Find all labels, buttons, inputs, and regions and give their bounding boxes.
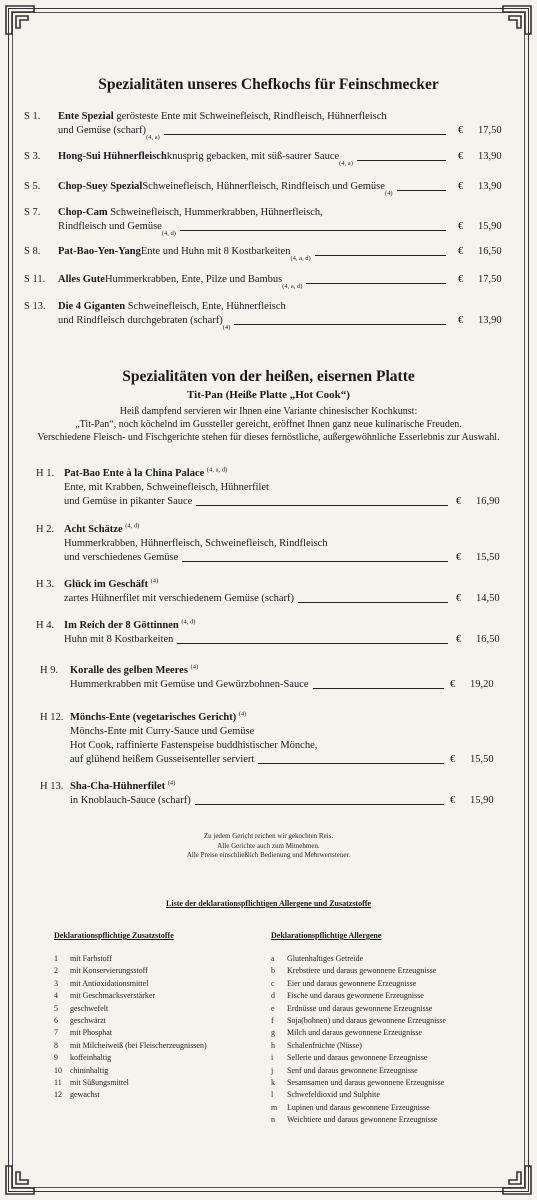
description-text: auf glühend heißem Gusseisenteller serviert [70, 754, 255, 765]
description-line [64, 481, 452, 495]
price-value: 19,20 [470, 679, 494, 690]
item-code: H 13. [40, 781, 64, 792]
leader-line [298, 601, 448, 603]
list-value: Schalenfrüchte (Nüsse) [287, 1040, 362, 1050]
description-text: und Gemüse in pikanter Sauce [64, 496, 193, 507]
section-title-chef: Spezialitäten unseres Chefkochs für Feinschmecker [98, 76, 439, 93]
description-line: Hong-Sui Hühnerfleisch knusprig gebacken, mit süß-saurer Sauce (4, a) [58, 150, 450, 164]
price-value: 15,50 [476, 552, 500, 563]
additive-item [54, 1003, 207, 1015]
additive-item [54, 978, 207, 990]
item-code: H 1. [36, 468, 55, 479]
price-value: 16,90 [476, 496, 500, 507]
currency-symbol: € [458, 315, 464, 326]
item-code: S 7. [24, 207, 41, 218]
list-value: Sellerie und daraus gewonnene Erzeugnisse [287, 1053, 428, 1063]
item-name: Ente Spezial [58, 111, 114, 122]
price-value: 17,50 [478, 125, 502, 136]
leader-line [164, 133, 446, 135]
item-code: H 12. [40, 712, 64, 723]
item-code: S 1. [24, 111, 41, 122]
list-key: 3 [54, 978, 58, 988]
leader-line [196, 504, 448, 506]
note-line: Alle Preise einschließlich Bedienung und Mehrwertsteuer. [186, 851, 351, 859]
list-key: f [271, 1016, 274, 1026]
description-text: Ente und Huhn mit 8 Kostbarkeiten [140, 246, 291, 257]
list-key: j [271, 1065, 274, 1075]
leader-line [315, 254, 446, 256]
list-key: n [271, 1115, 275, 1125]
price-value: 13,90 [478, 151, 502, 162]
allergen-codes: (4, d) [181, 618, 196, 626]
description-line [64, 592, 452, 606]
currency-symbol: € [458, 151, 464, 162]
section-intro [0, 405, 537, 444]
allergen-list-title: Liste der deklarationspflichtigen Allergene und Zusatzstoffe [166, 899, 371, 908]
currency-symbol: € [450, 679, 456, 690]
allergen-item [271, 953, 446, 965]
list-value: mit Antioxidationsmittel [70, 978, 149, 988]
allergen-codes: (4, d) [125, 522, 140, 530]
item-price [450, 678, 494, 692]
item-code: S 13. [24, 301, 46, 312]
item-price [450, 753, 494, 767]
list-value: koffeinhaltig [70, 1053, 112, 1063]
allergen-codes: (4) [238, 710, 247, 718]
item-price [458, 245, 502, 259]
list-value: gewachst [70, 1090, 100, 1100]
list-key: 11 [54, 1078, 62, 1088]
additive-item [54, 965, 207, 977]
intro-line: Heiß dampfend servieren wir Ihnen eine Variante chinesischer Kochkunst: [119, 406, 418, 417]
item-description [64, 578, 452, 606]
allergen-item [271, 1089, 446, 1101]
item-price [450, 794, 494, 808]
leader-line [306, 282, 446, 284]
list-value: Fische und daraus gewonnene Erzeugnisse [287, 991, 424, 1001]
item-name: Mönchs-Ente (vegetarisches Gericht) [70, 712, 237, 723]
description-line [58, 206, 450, 220]
description-line [58, 110, 450, 124]
list-key: l [271, 1090, 274, 1100]
description-line [70, 678, 448, 692]
item-price [458, 150, 502, 164]
section-subtitle-hotplate: Tit-Pan (Heiße Platte „Hot Cook“) [187, 389, 350, 401]
description-text: Hummerkrabben, Hühnerfleisch, Schweinefleisch, Rindfleisch [64, 538, 328, 549]
item-code: S 11. [24, 274, 46, 285]
item-name: Chop-Suey Spezial [58, 181, 143, 192]
item-code: H 9. [40, 665, 59, 676]
list-key: i [271, 1053, 274, 1063]
list-value: mit Milcheiweiß (bei Fleischerzeugnissen) [70, 1040, 207, 1050]
currency-symbol: € [450, 795, 456, 806]
list-value: Lupinen und daraus gewonnene Erzeugnisse [287, 1102, 430, 1112]
list-value: geschwefelt [70, 1003, 109, 1013]
description-line [70, 753, 448, 767]
allergen-codes: (4) [190, 663, 199, 671]
item-name: Alles Gute [58, 274, 105, 285]
item-price [456, 495, 500, 509]
item-description [58, 206, 450, 237]
list-value: mit Süßungsmittel [70, 1078, 129, 1088]
item-description [58, 300, 450, 331]
allergen-item [271, 1114, 446, 1126]
list-key: h [271, 1040, 275, 1050]
list-key: d [271, 991, 275, 1001]
item-description [70, 780, 448, 808]
list-value: chininhaltig [70, 1065, 109, 1075]
item-description [58, 245, 450, 262]
intro-line: Verschiedene Fleisch- und Fischgerichte stehen für dieses fernöstliche, außergewöhnliche Esserlebnis zur Auswahl. [37, 432, 500, 443]
currency-symbol: € [456, 496, 462, 507]
price-value: 16,50 [476, 634, 500, 645]
note-line: Alle Gerichte auch zum Mitnehmen. [217, 841, 320, 850]
allergen-item [271, 965, 446, 977]
list-value: geschwärzt [70, 1016, 106, 1026]
price-value: 15,50 [470, 754, 494, 765]
item-code: S 5. [24, 181, 41, 192]
list-value: Sesamsamen und daraus gewonnene Erzeugnisse [287, 1078, 445, 1088]
list-key: 2 [54, 966, 58, 976]
list-value: mit Geschmacksverstärker [70, 991, 156, 1001]
item-name-line [64, 619, 452, 633]
allergen-item [271, 1052, 446, 1064]
description-text: Schweinefleisch, Ente, Hühnerfleisch [127, 301, 286, 312]
item-code: H 2. [36, 524, 55, 535]
leader-line [195, 803, 444, 805]
leader-line [397, 189, 446, 191]
description-text: Rindfleisch und Gemüse [58, 221, 162, 232]
item-description [58, 273, 450, 290]
currency-symbol: € [458, 221, 464, 232]
item-price [458, 273, 502, 287]
description-text: und Gemüse (scharf) [58, 125, 147, 136]
currency-symbol: € [458, 274, 464, 285]
price-value: 14,50 [476, 593, 500, 604]
currency-symbol: € [458, 125, 464, 136]
leader-line [313, 687, 444, 689]
description-line [64, 537, 452, 551]
description-line [58, 300, 450, 314]
item-description [70, 664, 448, 692]
description-text: und verschiedenes Gemüse [64, 552, 179, 563]
description-text: Hummerkrabben mit Gemüse und Gewürzbohnen-Sauce [70, 679, 309, 690]
description-text: und Rindfleisch durchgebraten (scharf) [58, 315, 223, 326]
list-value: Senf und daraus gewonnene Erzeugnisse [287, 1065, 418, 1075]
list-key: k [271, 1078, 275, 1088]
item-name: Chop-Cam [58, 207, 108, 218]
list-value: Erdnüsse und daraus gewonnene Erzeugnisse [287, 1003, 433, 1013]
allergen-item [271, 1027, 446, 1039]
allergen-item [271, 990, 446, 1002]
list-value: Weichtiere und daraus gewonnene Erzeugnisse [287, 1115, 438, 1125]
item-name-line [70, 711, 448, 725]
allergen-item [271, 1003, 446, 1015]
item-code: S 8. [24, 246, 41, 257]
item-price [456, 551, 500, 565]
description-line [70, 794, 448, 808]
item-name: Koralle des gelben Meeres [70, 665, 188, 676]
description-line: und Rindfleisch durchgebraten (scharf) (4) [58, 314, 450, 328]
list-key: c [271, 978, 275, 988]
note-line: Zu jedem Gericht reichen wir gekochten Reis. [203, 832, 334, 840]
corner-ornament-icon [499, 4, 533, 38]
list-value: Krebstiere und daraus gewonnene Erzeugnisse [287, 966, 437, 976]
item-name-line [64, 578, 452, 592]
additive-item [54, 1089, 207, 1101]
item-name: Sha-Cha-Hühnerfilet [70, 781, 166, 792]
description-text: Hot Cook, raffinierte Fastenspeise buddhistischer Mönche, [70, 740, 318, 751]
description-line: und Gemüse (scharf) (4, a) [58, 124, 450, 138]
list-value: mit Konservierungsstoff [70, 966, 148, 976]
additives-list [54, 953, 207, 1102]
leader-line [258, 762, 444, 764]
allergen-item [271, 1015, 446, 1027]
item-code: H 4. [36, 620, 55, 631]
list-key: g [271, 1028, 275, 1038]
item-name: Glück im Geschäft [64, 579, 148, 590]
item-description [58, 180, 450, 197]
item-description [64, 467, 452, 509]
corner-ornament-icon [4, 1162, 38, 1196]
description-text: Mönchs-Ente mit Curry-Sauce und Gemüse [70, 726, 255, 737]
list-key: e [271, 1003, 275, 1013]
description-line [64, 551, 452, 565]
list-key: 10 [54, 1065, 62, 1075]
item-name-line [64, 467, 452, 481]
list-key: 1 [54, 954, 58, 963]
item-price [458, 220, 502, 234]
description-text: Schweinefleisch, Hummerkrabben, Hühnerfleisch, [110, 207, 323, 218]
list-value: Eier und daraus gewonnene Erzeugnisse [287, 978, 417, 988]
list-key: 5 [54, 1003, 58, 1013]
item-code: H 3. [36, 579, 55, 590]
price-value: 13,90 [478, 181, 502, 192]
description-line [64, 495, 452, 509]
description-text: Ente, mit Krabben, Schweinefleisch, Hühnerfilet [64, 482, 269, 493]
item-price [456, 633, 500, 647]
currency-symbol: € [456, 634, 462, 645]
leader-line [182, 560, 448, 562]
description-text: Huhn mit 8 Kostbarkeiten [64, 634, 174, 645]
allergen-codes: (4, a, d) [206, 466, 228, 474]
item-price [458, 124, 502, 138]
additive-item [54, 1027, 207, 1039]
allergen-codes: (4) [150, 577, 159, 585]
price-value: 15,90 [470, 795, 494, 806]
list-value: mit Farbstoff [70, 954, 112, 963]
additive-item [54, 1052, 207, 1064]
item-description [70, 711, 448, 767]
description-text: gerösteste Ente mit Schweinefleisch, Rindfleisch, Hühnerfleisch [116, 111, 387, 122]
list-key: 7 [54, 1028, 58, 1038]
additive-item [54, 1040, 207, 1052]
allergen-item [271, 978, 446, 990]
additive-item [54, 1077, 207, 1089]
allergens-list [271, 953, 446, 1127]
item-description [58, 150, 450, 167]
list-key: 12 [54, 1090, 62, 1100]
description-line: Alles Gute Hummerkrabben, Ente, Pilze und Bambus (4, a, d) [58, 273, 450, 287]
additives-heading: Deklarationspflichtige Zusatzstoffe [54, 931, 174, 940]
price-value: 16,50 [478, 246, 502, 257]
leader-line [177, 642, 448, 644]
additive-item [54, 990, 207, 1002]
item-name: Pat-Bao Ente à la China Palace [64, 468, 205, 479]
item-code: S 3. [24, 151, 41, 162]
additive-item [54, 1015, 207, 1027]
item-description [64, 619, 452, 647]
price-value: 17,50 [478, 274, 502, 285]
menu-notes [0, 832, 537, 861]
item-name: Acht Schätze [64, 524, 123, 535]
item-price [458, 180, 502, 194]
list-key: 8 [54, 1040, 58, 1050]
list-key: b [271, 966, 275, 976]
list-key: m [271, 1102, 278, 1112]
item-description [64, 523, 452, 565]
allergen-item [271, 1065, 446, 1077]
item-price [456, 592, 500, 606]
description-line: Pat-Bao-Yen-Yang Ente und Huhn mit 8 Kostbarkeiten (4, a, d) [58, 245, 450, 259]
item-name-line [70, 664, 448, 678]
allergen-item [271, 1040, 446, 1052]
item-name-line [70, 780, 448, 794]
description-line: Chop-Suey Spezial Schweinefleisch, Hühnerfleisch, Rindfleisch und Gemüse (4) [58, 180, 450, 194]
item-name: Die 4 Giganten [58, 301, 126, 312]
leader-line [357, 159, 446, 161]
item-name: Pat-Bao-Yen-Yang [58, 246, 141, 257]
leader-line [180, 229, 446, 231]
currency-symbol: € [450, 754, 456, 765]
list-key: 4 [54, 991, 58, 1001]
price-value: 15,90 [478, 221, 502, 232]
corner-ornament-icon [4, 4, 38, 38]
price-value: 13,90 [478, 315, 502, 326]
list-value: Milch und daraus gewonnene Erzeugnisse [287, 1028, 423, 1038]
description-text: Schweinefleisch, Hühnerfleisch, Rindfleisch und Gemüse [142, 181, 385, 192]
additive-item [54, 953, 207, 965]
section-title-hotplate: Spezialitäten von der heißen, eisernen Platte [122, 368, 415, 385]
description-text: in Knoblauch-Sauce (scharf) [70, 795, 191, 806]
intro-line: „Tit-Pan“, noch köchelnd im Gussteller gereicht, eröffnet Ihnen ganz neue kulinarische Freuden. [75, 419, 462, 430]
allergen-codes: (4) [167, 779, 176, 787]
currency-symbol: € [456, 593, 462, 604]
description-text: Hummerkrabben, Ente, Pilze und Bambus [104, 274, 283, 285]
item-name: Hong-Sui Hühnerfleisch [58, 151, 167, 162]
list-key: a [271, 954, 275, 963]
list-value: Glutenhaltiges Getreide [287, 954, 364, 963]
item-name-line [64, 523, 452, 537]
item-price [458, 314, 502, 328]
currency-symbol: € [456, 552, 462, 563]
description-line [64, 633, 452, 647]
description-line [70, 725, 448, 739]
list-key: 6 [54, 1016, 58, 1026]
list-value: Schwefeldioxid und Sulphite [287, 1090, 380, 1100]
currency-symbol: € [458, 246, 464, 257]
list-key: 9 [54, 1053, 58, 1063]
description-line [70, 739, 448, 753]
description-text: zartes Hühnerfilet mit verschiedenem Gemüse (scharf) [64, 593, 295, 604]
description-text: knusprig gebacken, mit süß-saurer Sauce [166, 151, 340, 162]
item-name: Im Reich der 8 Göttinnen [64, 620, 179, 631]
allergen-item [271, 1102, 446, 1114]
description-line: Rindfleisch und Gemüse (4, d) [58, 220, 450, 234]
allergen-item [271, 1077, 446, 1089]
additive-item [54, 1065, 207, 1077]
list-value: mit Phosphat [70, 1028, 113, 1038]
list-value: Soja(bohnen) und daraus gewonnene Erzeugnisse [287, 1016, 447, 1026]
currency-symbol: € [458, 181, 464, 192]
item-description [58, 110, 450, 141]
corner-ornament-icon [499, 1162, 533, 1196]
leader-line [234, 323, 446, 325]
allergens-heading: Deklarationspflichtige Allergene [271, 931, 382, 940]
